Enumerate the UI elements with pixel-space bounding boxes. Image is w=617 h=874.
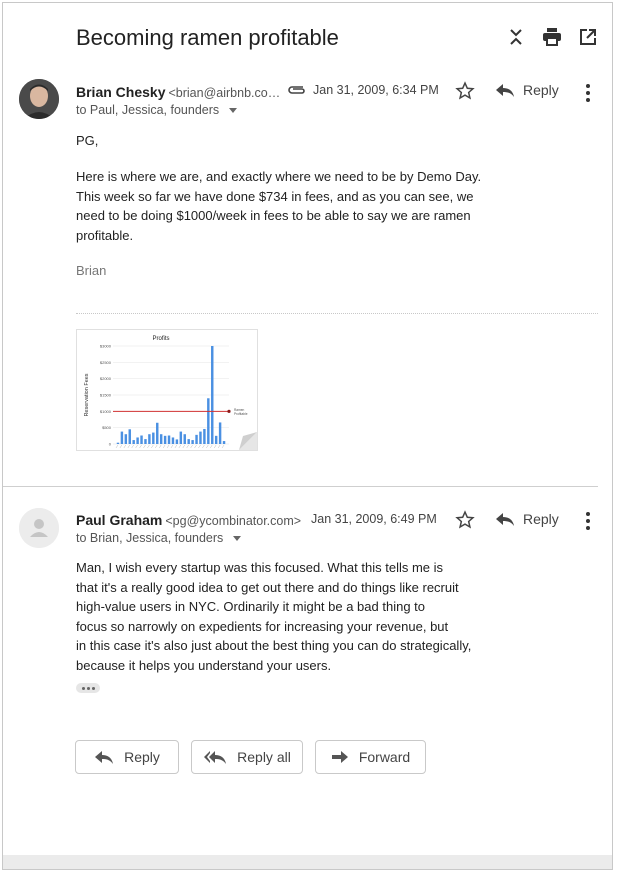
sender-line <box>76 512 301 528</box>
chart-xtick <box>218 445 220 448</box>
reply-icon <box>495 511 515 527</box>
sender-name: Brian Chesky <box>76 84 166 100</box>
email-thread-window <box>2 2 613 870</box>
chart-ytick-label: $2500 <box>99 359 111 365</box>
chart-xtick <box>124 445 126 448</box>
chart-ytick-label: $1000 <box>99 408 111 414</box>
message-meta <box>287 83 439 97</box>
chart-target-marker <box>227 410 230 413</box>
chart-ytick-label: $500 <box>102 425 111 431</box>
reply-action-label: Reply <box>124 749 160 765</box>
chart-xtick <box>198 445 200 448</box>
message-divider <box>3 486 598 487</box>
chart-xtick <box>206 445 208 448</box>
chart-xtick <box>128 445 130 448</box>
chart-xtick <box>159 445 161 448</box>
chart-xtick <box>167 445 169 448</box>
chart-bar <box>125 434 127 444</box>
chart-ytick-label: 0 <box>108 441 111 447</box>
attachment-icon <box>287 84 307 96</box>
attachment-separator <box>76 313 598 314</box>
sender-name: Paul Graham <box>76 512 163 528</box>
recipients-text: to Paul, Jessica, founders <box>76 103 220 117</box>
reply-label: Reply <box>523 511 559 527</box>
profits-chart <box>77 330 257 450</box>
chevron-down-icon <box>233 536 241 541</box>
chart-bar <box>121 432 123 444</box>
chart-target-label: Profitable <box>234 411 248 416</box>
chart-bar <box>164 436 166 444</box>
chart-xtick <box>222 445 224 448</box>
message-meta <box>311 512 437 526</box>
chart-bar <box>168 436 170 444</box>
collapse-all-icon[interactable] <box>506 27 526 47</box>
chart-target-label: Ramen <box>234 407 245 412</box>
chart-ytick-label: $2000 <box>99 376 111 382</box>
recipients-text: to Brian, Jessica, founders <box>76 531 224 545</box>
chart-bar <box>176 439 178 444</box>
chart-xtick <box>171 445 173 448</box>
message-date: Jan 31, 2009, 6:34 PM <box>313 83 439 97</box>
forward-action-label: Forward <box>358 749 411 765</box>
reply-action-button[interactable] <box>75 740 179 774</box>
message-body: Man, I wish every startup was this focused. What this tells me is that it's a really good idea to get out there and do things like recruit high-value users in NYC. Ordinarily it might be a bad thing to focus so narrowly on expedients for increasing your revenue, but in this case it's also just about the best thing you can do strategically, because it helps you understand your users. <box>76 560 472 673</box>
message-date: Jan 31, 2009, 6:49 PM <box>311 512 437 526</box>
reply-label: Reply <box>523 82 559 98</box>
chevron-down-icon <box>229 108 237 113</box>
reply-button[interactable] <box>495 82 559 98</box>
reply-button[interactable] <box>495 511 559 527</box>
open-in-new-window-icon[interactable] <box>578 27 598 47</box>
reply-all-icon <box>203 749 227 765</box>
recipients-toggle[interactable] <box>76 531 241 545</box>
chart-xtick <box>187 445 189 448</box>
chart-bar <box>172 437 174 444</box>
chart-bar <box>219 422 221 444</box>
reply-icon <box>495 82 515 98</box>
more-options-icon[interactable] <box>585 512 591 530</box>
star-icon[interactable] <box>455 510 475 530</box>
message-signature: Brian <box>76 263 107 278</box>
thread-subject: Becoming ramen profitable <box>76 25 339 50</box>
chart-xtick <box>163 445 165 448</box>
chart-ytick-label: $3000 <box>99 343 111 349</box>
chart-xtick <box>202 445 204 448</box>
chart-bar <box>140 436 142 444</box>
avatar[interactable] <box>19 508 59 548</box>
chart-attachment-thumbnail[interactable] <box>76 329 258 451</box>
chart-xtick <box>214 445 216 448</box>
chart-xtick <box>132 445 134 448</box>
chart-bar <box>207 398 209 444</box>
message-greeting: PG, <box>76 133 99 148</box>
chart-bar <box>195 435 197 444</box>
person-photo-icon <box>19 79 59 119</box>
default-person-icon <box>19 508 59 548</box>
chart-xtick <box>210 445 212 448</box>
chart-bar <box>144 439 146 444</box>
chart-bar <box>160 434 162 444</box>
chart-bar <box>136 437 138 444</box>
chart-bar <box>215 436 217 444</box>
chart-xtick <box>195 445 197 448</box>
chart-xtick <box>179 445 181 448</box>
chart-xtick <box>143 445 145 448</box>
chart-bar <box>187 439 189 444</box>
chart-bar <box>191 440 193 444</box>
chart-xtick <box>151 445 153 448</box>
chart-xtick <box>140 445 142 448</box>
sender-email: <brian@airbnb.co… <box>168 86 281 100</box>
thread-toolbar <box>506 27 598 47</box>
chart-bar <box>184 434 186 444</box>
chart-xtick <box>147 445 149 448</box>
chart-bar <box>180 432 182 444</box>
chart-xtick <box>120 445 122 448</box>
chart-bar <box>223 441 225 444</box>
chart-bar <box>129 429 131 444</box>
reply-all-action-label: Reply all <box>237 749 291 765</box>
sender-line <box>76 84 280 100</box>
chart-xtick <box>183 445 185 448</box>
forward-arrow-icon <box>331 749 349 765</box>
chart-xtick <box>136 445 138 448</box>
chart-xtick <box>191 445 193 448</box>
recipients-toggle[interactable] <box>76 103 237 117</box>
reply-all-action-button[interactable] <box>191 740 303 774</box>
chart-xtick <box>155 445 157 448</box>
chart-bar <box>148 434 150 444</box>
chart-bar <box>211 346 213 444</box>
chart-xtick <box>175 445 177 448</box>
chart-bar <box>117 443 119 444</box>
avatar[interactable] <box>19 79 59 119</box>
sender-email: <pg@ycombinator.com> <box>165 514 302 528</box>
chart-ylabel: Reservation Fees <box>84 373 90 417</box>
message-body: Here is where we are, and exactly where we need to be by Demo Day. This week so far we have done $734 in fees, and as you can see, we need to be doing $1000/week in fees to be able to say we are ramen profitable. <box>76 169 482 243</box>
chart-bar <box>132 440 134 444</box>
chart-bar <box>203 429 205 444</box>
bottom-scroll-band <box>3 855 612 869</box>
star-icon[interactable] <box>455 81 475 101</box>
chart-bar <box>152 433 154 444</box>
chart-title: Profits <box>152 336 170 342</box>
forward-action-button[interactable] <box>315 740 426 774</box>
more-options-icon[interactable] <box>585 84 591 102</box>
chart-ytick-label: $1500 <box>99 392 111 398</box>
chart-xtick <box>116 445 118 448</box>
chart-bar <box>199 432 201 444</box>
print-icon[interactable] <box>542 27 562 47</box>
reply-icon <box>94 749 114 765</box>
show-trimmed-content-button[interactable] <box>76 683 100 693</box>
chart-bar <box>156 423 158 444</box>
